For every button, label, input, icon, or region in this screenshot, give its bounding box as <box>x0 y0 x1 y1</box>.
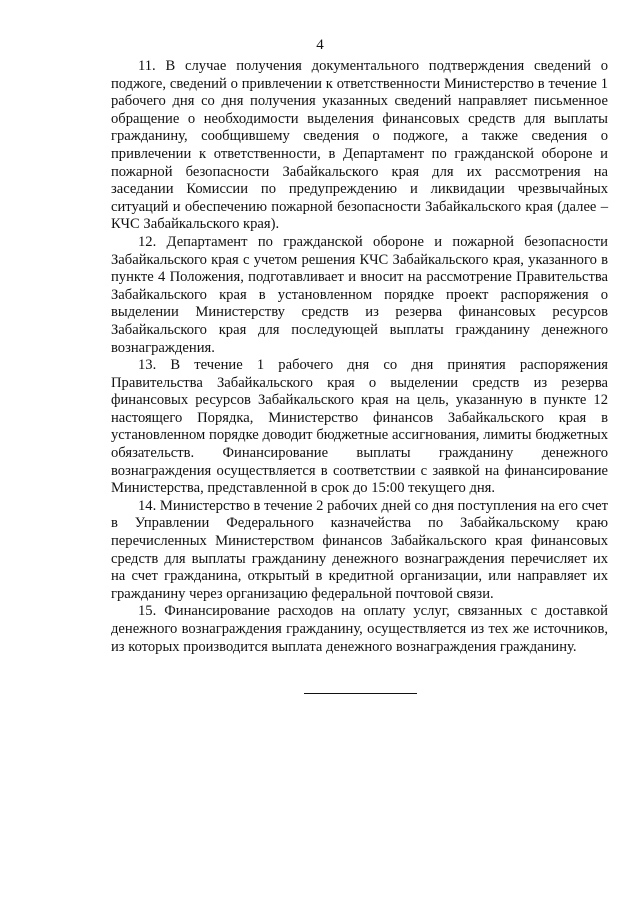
paragraph-15: 15. Финансирование расходов на оплату услуг, связанных с доставкой денежного вознаграждения гражданину, осуществляется из тех же источников, из которых производится выплата денежного вознаграждения гражданину. <box>111 603 608 655</box>
document-body <box>111 58 608 656</box>
page-number: 4 <box>316 37 324 53</box>
paragraph-14: 14. Министерство в течение 2 рабочих дней со дня поступления на его счет в Управлении Федерального казначейства по Забайкальскому краю перечисленных Министерством финансов Забайкальского края финансовых средств для выплаты гражданину денежного вознаграждения перечисляет их на счет гражданина, открытый в кредитной организации, или направляет их гражданину через организацию федеральной почтовой связи. <box>111 497 608 602</box>
end-divider-line <box>304 693 417 694</box>
paragraph-12: 12. Департамент по гражданской обороне и пожарной безопасности Забайкальского края с учетом решения КЧС Забайкальского края, указанного в пункте 4 Положения, подготавливает и вносит на рассмотрение Правительства Забайкальского края в установленном порядке проект распоряжения о выделении Министерству средств из резерва финансовых ресурсов Забайкальского края для последующей выплаты гражданину денежного вознаграждения. <box>111 233 608 356</box>
paragraph-11: 11. В случае получения документального подтверждения сведений о поджоге, сведений о привлечении к ответственности Министерство в течение 1 рабочего дня со дня получения указанных сведений направляет письменное обращение о необходимости выделения финансовых средств для выплаты гражданину, сообщившему сведения о поджоге, а также сведения о привлечении к ответственности, в Департамент по гражданской обороне и пожарной безопасности Забайкальского края для их рассмотрения на заседании Комиссии по предупреждению и ликвидации чрезвычайных ситуаций и обеспечению пожарной безопасности Забайкальского края (далее – КЧС Забайкальского края). <box>111 58 608 233</box>
paragraph-13: 13. В течение 1 рабочего дня со дня принятия распоряжения Правительства Забайкальского края о выделении средств из резерва финансовых ресурсов Забайкальского края на цель, указанную в пункте 12 настоящего Порядка, Министерство финансов Забайкальского края в установленном порядке доводит бюджетные ассигнования, лимиты бюджетных обязательств. Финансирование выплаты гражданину денежного вознаграждения осуществляется в соответствии с заявкой на финансирование Министерства, представленной в срок до 15:00 текущего дня. <box>111 357 608 497</box>
